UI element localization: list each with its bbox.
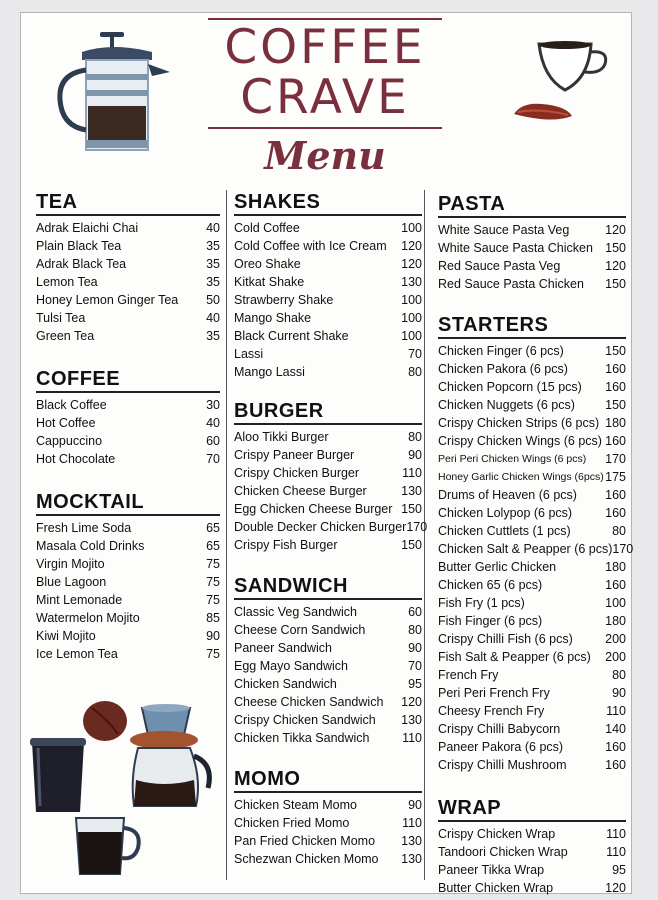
menu-item-price: 100 — [401, 221, 422, 235]
menu-item — [438, 522, 626, 540]
menu-item-name: Masala Cold Drinks — [36, 539, 145, 553]
menu-item-name: Honey Garlic Chicken Wings (6pcs) — [438, 471, 604, 483]
menu-item — [234, 291, 422, 309]
menu-item — [438, 257, 626, 275]
menu-item — [234, 219, 422, 237]
menu-item — [36, 555, 220, 573]
menu-item-name: Tandoori Chicken Wrap — [438, 845, 568, 859]
menu-item — [234, 273, 422, 291]
menu-item-name: Virgin Mojito — [36, 557, 105, 571]
menu-item — [438, 825, 626, 843]
menu-item-price: 160 — [605, 488, 626, 502]
menu-item — [36, 537, 220, 555]
menu-item-name: Egg Chicken Cheese Burger — [234, 502, 393, 516]
menu-item — [438, 702, 626, 720]
menu-item-name: Fresh Lime Soda — [36, 521, 132, 535]
menu-item — [234, 832, 422, 850]
menu-item-price: 180 — [605, 614, 626, 628]
menu-item-price: 75 — [206, 557, 220, 571]
section-tea — [36, 190, 220, 345]
menu-item-price: 120 — [605, 259, 626, 273]
menu-item-price: 35 — [206, 275, 220, 289]
menu-item — [36, 291, 220, 309]
menu-item-name: Hot Coffee — [36, 416, 96, 430]
menu-item — [234, 603, 422, 621]
menu-item-price: 150 — [605, 241, 626, 255]
section-title-shakes: SHAKES — [234, 190, 422, 216]
menu-item-price: 140 — [605, 722, 626, 736]
menu-item-price: 175 — [605, 470, 626, 484]
menu-item-name: Drums of Heaven (6 pcs) — [438, 488, 577, 502]
menu-item-name: Crispy Chicken Wings (6 pcs) — [438, 434, 602, 448]
section-title-tea: TEA — [36, 190, 220, 216]
menu-item-price: 130 — [401, 852, 422, 866]
menu-item-name: Crispy Chicken Sandwich — [234, 713, 376, 727]
menu-item-price: 170 — [406, 520, 428, 534]
menu-item-price: 160 — [605, 434, 626, 448]
menu-item — [36, 645, 220, 663]
coffee-mug-icon — [72, 812, 144, 880]
menu-item-price: 180 — [605, 416, 626, 430]
menu-item — [234, 536, 422, 554]
menu-item-price: 90 — [408, 448, 422, 462]
menu-item-price: 160 — [605, 506, 626, 520]
menu-item — [36, 591, 220, 609]
menu-item-name: Chicken Steam Momo — [234, 798, 357, 812]
menu-item-name: Crispy Chicken Wrap — [438, 827, 556, 841]
section-coffee — [36, 367, 220, 468]
menu-item — [438, 275, 626, 293]
section-title-coffee: COFFEE — [36, 367, 220, 393]
menu-item-price: 80 — [612, 524, 626, 538]
brand-title-line1: COFFEE — [224, 20, 426, 75]
menu-item-name: Chicken Cuttlets (1 pcs) — [438, 524, 571, 538]
section-title-wrap: WRAP — [438, 796, 626, 822]
menu-item-name: Fish Salt & Peapper (6 pcs) — [438, 650, 591, 664]
menu-item-price: 75 — [206, 575, 220, 589]
menu-item-price: 130 — [401, 275, 422, 289]
menu-item — [36, 519, 220, 537]
menu-item-name: Paneer Tikka Wrap — [438, 863, 545, 877]
menu-item-price: 90 — [612, 686, 626, 700]
menu-item-price: 170 — [605, 452, 626, 466]
menu-item-price: 200 — [605, 650, 626, 664]
menu-item-price: 100 — [401, 293, 422, 307]
menu-item-price: 40 — [206, 221, 220, 235]
menu-item-name: Egg Mayo Sandwich — [234, 659, 348, 673]
menu-item-price: 150 — [401, 502, 422, 516]
menu-item — [36, 573, 220, 591]
menu-item-price: 150 — [605, 344, 626, 358]
menu-item-name: White Sauce Pasta Veg — [438, 223, 570, 237]
menu-item — [36, 627, 220, 645]
menu-item — [438, 666, 626, 684]
menu-item-price: 90 — [408, 798, 422, 812]
menu-item-price: 35 — [206, 239, 220, 253]
menu-item — [36, 432, 220, 450]
menu-item — [234, 518, 428, 536]
item-list — [234, 428, 428, 554]
item-list — [36, 396, 220, 468]
menu-item-price: 160 — [605, 380, 626, 394]
menu-item — [234, 428, 422, 446]
menu-item-price: 110 — [402, 816, 422, 830]
menu-item-name: Crispy Chicken Burger — [234, 466, 360, 480]
menu-item-name: Mint Lemonade — [36, 593, 123, 607]
menu-item — [438, 504, 626, 522]
menu-item-name: Crispy Chilli Babycorn — [438, 722, 561, 736]
brand-block — [208, 18, 442, 178]
menu-item-price: 80 — [408, 365, 422, 379]
menu-item-price: 160 — [605, 362, 626, 376]
item-list — [36, 219, 220, 345]
menu-item-name: Schezwan Chicken Momo — [234, 852, 379, 866]
menu-item-price: 75 — [206, 593, 220, 607]
menu-item-name: Watermelon Mojito — [36, 611, 140, 625]
menu-item-price: 110 — [402, 731, 422, 745]
menu-item-name: White Sauce Pasta Chicken — [438, 241, 593, 255]
menu-item-price: 70 — [408, 347, 422, 361]
menu-item-price: 150 — [605, 398, 626, 412]
menu-item — [36, 327, 220, 345]
menu-item — [36, 414, 220, 432]
menu-item-name: Aloo Tikki Burger — [234, 430, 329, 444]
menu-item-price: 120 — [401, 695, 422, 709]
menu-item-price: 100 — [401, 329, 422, 343]
menu-item-price: 70 — [206, 452, 220, 466]
menu-item-name: Chicken Pakora (6 pcs) — [438, 362, 568, 376]
menu-item-price: 160 — [605, 740, 626, 754]
menu-item-name: Cheesy French Fry — [438, 704, 545, 718]
menu-item-name: Chicken Popcorn (15 pcs) — [438, 380, 582, 394]
menu-item-name: Fish Fry (1 pcs) — [438, 596, 525, 610]
section-pasta — [438, 192, 626, 293]
menu-item-price: 150 — [605, 277, 626, 291]
menu-item-name: French Fry — [438, 668, 499, 682]
menu-item — [438, 738, 626, 756]
menu-item — [438, 378, 626, 396]
menu-item-name: Classic Veg Sandwich — [234, 605, 357, 619]
menu-item-name: Fish Finger (6 pcs) — [438, 614, 543, 628]
menu-item — [234, 255, 422, 273]
menu-item-name: Paneer Pakora (6 pcs) — [438, 740, 564, 754]
menu-item-price: 50 — [206, 293, 220, 307]
menu-item-name: Ice Lemon Tea — [36, 647, 118, 661]
menu-item-price: 35 — [206, 329, 220, 343]
menu-item — [438, 843, 626, 861]
menu-item — [234, 446, 422, 464]
menu-item — [438, 879, 626, 897]
section-title-sandwich: SANDWICH — [234, 574, 422, 600]
menu-item-name: Chicken Tikka Sandwich — [234, 731, 370, 745]
menu-item-name: Chicken Nuggets (6 pcs) — [438, 398, 575, 412]
menu-item-price: 65 — [206, 539, 220, 553]
menu-item — [438, 684, 626, 702]
menu-item-price: 70 — [408, 659, 422, 673]
menu-item-name: Mango Shake — [234, 311, 312, 325]
menu-item-name: Chicken 65 (6 pcs) — [438, 578, 543, 592]
menu-item — [234, 345, 422, 363]
menu-item-price: 130 — [401, 834, 422, 848]
menu-item-price: 130 — [401, 713, 422, 727]
menu-item — [234, 850, 422, 868]
menu-item — [36, 219, 220, 237]
menu-item-price: 95 — [612, 863, 626, 877]
menu-item-price: 65 — [206, 521, 220, 535]
column-left — [36, 190, 220, 663]
menu-item-name: Plain Black Tea — [36, 239, 122, 253]
coffee-cup-icon — [535, 38, 615, 98]
item-list — [234, 796, 422, 868]
menu-item-price: 110 — [606, 704, 626, 718]
menu-item — [438, 558, 626, 576]
section-sandwich — [234, 574, 422, 747]
menu-item-price: 90 — [408, 641, 422, 655]
french-press-icon — [52, 30, 182, 160]
menu-item-name: Lemon Tea — [36, 275, 98, 289]
menu-item — [438, 756, 626, 774]
menu-item-price: 40 — [206, 416, 220, 430]
menu-item-name: Cold Coffee with Ice Cream — [234, 239, 387, 253]
menu-item-price: 200 — [605, 632, 626, 646]
menu-item-name: Black Coffee — [36, 398, 107, 412]
menu-item-name: Pan Fried Chicken Momo — [234, 834, 376, 848]
menu-item-name: Green Tea — [36, 329, 95, 343]
menu-item-name: Adrak Elaichi Chai — [36, 221, 139, 235]
menu-item-price: 130 — [401, 484, 422, 498]
menu-item — [438, 414, 626, 432]
menu-item — [438, 861, 626, 879]
section-title-pasta: PASTA — [438, 192, 626, 218]
menu-item-price: 80 — [612, 668, 626, 682]
menu-item-price: 120 — [605, 223, 626, 237]
menu-script-title: Menu — [264, 133, 386, 178]
menu-item-name: Cheese Chicken Sandwich — [234, 695, 384, 709]
menu-item — [438, 342, 626, 360]
menu-item — [438, 648, 626, 666]
column-middle — [234, 190, 428, 868]
menu-item-name: Strawberry Shake — [234, 293, 334, 307]
menu-item — [234, 675, 422, 693]
section-title-burger: BURGER — [234, 399, 422, 425]
menu-item-name: Crispy Paneer Burger — [234, 448, 355, 462]
section-burger — [234, 399, 428, 554]
menu-item — [438, 486, 626, 504]
menu-item — [36, 450, 220, 468]
brand-title-line2: CRAVE — [240, 70, 410, 125]
menu-item-name: Lassi — [234, 347, 264, 361]
menu-item — [234, 796, 422, 814]
menu-item-name: Hot Chocolate — [36, 452, 116, 466]
menu-item — [234, 464, 422, 482]
menu-item — [234, 711, 422, 729]
menu-item-price: 95 — [408, 677, 422, 691]
coffee-glass-icon — [28, 734, 88, 816]
item-list — [438, 221, 626, 293]
section-wrap — [438, 796, 626, 897]
menu-item-name: Crispy Chilli Mushroom — [438, 758, 567, 772]
menu-item-price: 100 — [605, 596, 626, 610]
menu-item-price: 75 — [206, 647, 220, 661]
menu-item-price: 80 — [408, 430, 422, 444]
menu-item-price: 60 — [408, 605, 422, 619]
section-title-mocktail: MOCKTAIL — [36, 490, 220, 516]
menu-item-name: Chicken Finger (6 pcs) — [438, 344, 564, 358]
item-list — [438, 342, 634, 774]
menu-item-name: Crispy Fish Burger — [234, 538, 338, 552]
menu-item-name: Chicken Lolypop (6 pcs) — [438, 506, 573, 520]
coffee-carafe-icon — [124, 728, 216, 818]
menu-item — [234, 237, 422, 255]
menu-item — [438, 432, 626, 450]
menu-item-name: Cappuccino — [36, 434, 103, 448]
menu-item — [234, 639, 422, 657]
menu-item — [36, 609, 220, 627]
item-list — [438, 825, 626, 897]
menu-item-name: Peri Peri Chicken Wings (6 pcs) — [438, 453, 587, 465]
menu-item-price: 85 — [206, 611, 220, 625]
menu-item-name: Mango Lassi — [234, 365, 305, 379]
menu-item-name: Paneer Sandwich — [234, 641, 332, 655]
menu-item-price: 35 — [206, 257, 220, 271]
menu-item-name: Peri Peri French Fry — [438, 686, 550, 700]
menu-item — [438, 450, 626, 468]
menu-item-name: Kiwi Mojito — [36, 629, 96, 643]
column-divider-left — [226, 190, 227, 880]
menu-item — [36, 255, 220, 273]
menu-item — [234, 657, 422, 675]
menu-item-price: 120 — [401, 257, 422, 271]
menu-item-name: Red Sauce Pasta Veg — [438, 259, 561, 273]
menu-item-price: 40 — [206, 311, 220, 325]
menu-item-price: 30 — [206, 398, 220, 412]
menu-item-name: Cheese Corn Sandwich — [234, 623, 366, 637]
menu-item — [234, 327, 422, 345]
item-list — [234, 219, 422, 381]
menu-item — [438, 720, 626, 738]
menu-item — [234, 621, 422, 639]
menu-item-name: Butter Gerlic Chicken — [438, 560, 557, 574]
biscotti-icon — [512, 100, 574, 126]
menu-item — [438, 612, 626, 630]
section-mocktail — [36, 490, 220, 663]
menu-item — [438, 576, 626, 594]
section-shakes — [234, 190, 422, 381]
menu-item — [438, 239, 626, 257]
menu-item-price: 110 — [606, 827, 626, 841]
menu-item — [438, 360, 626, 378]
menu-item-name: Chicken Fried Momo — [234, 816, 350, 830]
menu-item-name: Red Sauce Pasta Chicken — [438, 277, 584, 291]
menu-item-name: Crispy Chilli Fish (6 pcs) — [438, 632, 573, 646]
item-list — [36, 519, 220, 663]
menu-item — [438, 594, 626, 612]
menu-item-name: Chicken Sandwich — [234, 677, 337, 691]
menu-item-price: 180 — [605, 560, 626, 574]
menu-item — [234, 814, 422, 832]
menu-item — [36, 396, 220, 414]
item-list — [234, 603, 422, 747]
menu-item-name: Butter Chicken Wrap — [438, 881, 554, 895]
menu-item-name: Honey Lemon Ginger Tea — [36, 293, 179, 307]
menu-item-price: 160 — [605, 758, 626, 772]
menu-item-name: Adrak Black Tea — [36, 257, 127, 271]
menu-item-name: Oreo Shake — [234, 257, 301, 271]
menu-item — [438, 630, 626, 648]
menu-item — [36, 237, 220, 255]
brand-rule-bottom — [208, 127, 442, 129]
menu-item — [234, 482, 422, 500]
menu-item-price: 160 — [605, 578, 626, 592]
menu-item-name: Crispy Chicken Strips (6 pcs) — [438, 416, 600, 430]
menu-item-price: 150 — [401, 538, 422, 552]
menu-item-price: 90 — [206, 629, 220, 643]
menu-item-name: Chicken Salt & Peapper (6 pcs) — [438, 542, 613, 556]
menu-item-price: 100 — [401, 311, 422, 325]
menu-item — [234, 500, 422, 518]
menu-item-price: 110 — [606, 845, 626, 859]
menu-item-name: Kitkat Shake — [234, 275, 305, 289]
menu-item-name: Chicken Cheese Burger — [234, 484, 367, 498]
menu-item — [438, 221, 626, 239]
section-starters — [438, 313, 634, 774]
menu-item — [234, 309, 422, 327]
menu-item-price: 120 — [401, 239, 422, 253]
menu-item — [438, 468, 626, 486]
menu-item-price: 60 — [206, 434, 220, 448]
menu-item — [36, 309, 220, 327]
menu-item-name: Black Current Shake — [234, 329, 349, 343]
menu-item-name: Double Decker Chicken Burger — [234, 520, 407, 534]
menu-item — [438, 396, 626, 414]
menu-item-price: 170 — [612, 542, 634, 556]
menu-item — [234, 693, 422, 711]
menu-item — [234, 729, 422, 747]
menu-item-name: Cold Coffee — [234, 221, 300, 235]
section-title-starters: STARTERS — [438, 313, 626, 339]
section-momo — [234, 767, 422, 868]
menu-item-price: 110 — [402, 466, 422, 480]
menu-item — [438, 540, 634, 558]
menu-item-name: Blue Lagoon — [36, 575, 107, 589]
menu-item — [234, 363, 422, 381]
section-title-momo: MOMO — [234, 767, 422, 793]
menu-item-name: Tulsi Tea — [36, 311, 86, 325]
menu-item-price: 80 — [408, 623, 422, 637]
column-right — [438, 192, 634, 897]
menu-item-price: 120 — [605, 881, 626, 895]
menu-item — [36, 273, 220, 291]
